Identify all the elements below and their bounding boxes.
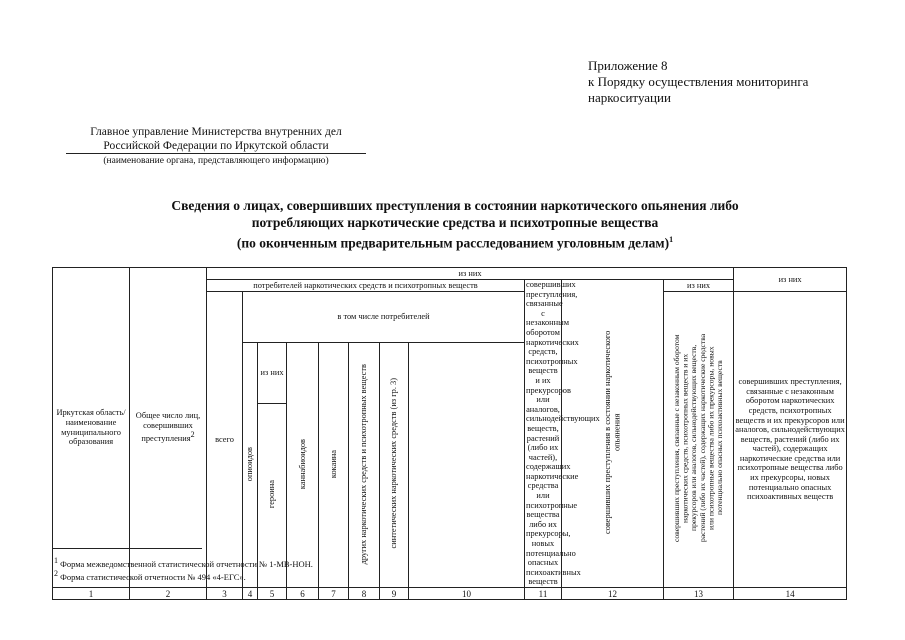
header-of-them-3: из них xyxy=(734,268,847,292)
col-num-3: 3 xyxy=(207,588,243,600)
appendix-line-2: к Порядку осуществления мониторинга xyxy=(588,74,809,89)
col-num-12: 12 xyxy=(562,588,664,600)
header-heroin: героина xyxy=(258,404,287,588)
header-col-12: совершивших преступления, связанные с незаконным оборотом наркотических средств, психотропных веществ и их прекурсоров или аналогов, сильнодействующих веществ, растений (либо их частей), содержащих наркотические средства или психотропные вещества либо их прекурсоры, новых потенциально опасных психоактивных веществ xyxy=(664,292,734,588)
org-line-1: Главное управление Министерства внутренних дел xyxy=(90,126,342,138)
col-num-13: 13 xyxy=(664,588,734,600)
header-consumers: потребителей наркотических средств и психотропных веществ xyxy=(207,280,525,292)
header-total: Общее число лиц, совершивших преступления$^2$ xyxy=(130,268,207,588)
col-num-14: 14 xyxy=(734,588,847,600)
col-num-9: 9 xyxy=(380,588,409,600)
header-synthetic: синтетических наркотических средств (из гр. 3) xyxy=(380,343,409,588)
col-num-2: 2 xyxy=(130,588,207,600)
title-line-3: (по оконченным предварительным расследованием уголовным делам)$^1$ xyxy=(236,235,674,251)
col-num-10: 10 xyxy=(409,588,525,600)
statistics-table xyxy=(52,267,847,600)
footnote-separator xyxy=(52,548,202,549)
col-num-4: 4 xyxy=(243,588,258,600)
col-num-6: 6 xyxy=(287,588,319,600)
header-cannabis: каннабиоидов xyxy=(287,343,319,588)
org-note: (наименование органа, представляющего информацию) xyxy=(103,156,329,166)
header-opioids: опиоидов xyxy=(243,343,258,588)
col-num-1: 1 xyxy=(53,588,130,600)
header-including: в том числе потребителей xyxy=(243,292,525,343)
col-num-11: 11 xyxy=(525,588,562,600)
appendix-header xyxy=(588,58,808,106)
header-col-11: совершивших преступления в состоянии наркотического опьянения xyxy=(562,280,664,588)
title-footnote-ref: 1 xyxy=(669,235,674,244)
document-title xyxy=(60,197,850,252)
appendix-line-1: Приложение 8 xyxy=(588,58,668,73)
footnote-1: $^1$ Форма межведомственной статистической отчетности № 1-МВ-НОН. xyxy=(54,556,313,569)
appendix-line-3: наркоситуации xyxy=(588,90,671,105)
org-line-2: Российской Федерации по Иркутской области xyxy=(103,140,329,152)
header-of-them: из них xyxy=(207,268,734,280)
header-col-10: совершивших преступления, связанные с незаконным оборотом наркотических средств, психотропных веществ и их прекурсоров или аналогов, сильнодействующих веществ, растений (либо их частей), содержащих наркотические средства или психотропные вещества либо их прекурсоры, новых потенциально опасных психоактивных веществ xyxy=(526,280,600,587)
header-region: Иркутская область/ наименование муниципального образования xyxy=(53,268,130,588)
footnote-2: $^2$ Форма статистической отчетности № 494 «4-ЕГС». xyxy=(54,569,246,582)
col-num-7: 7 xyxy=(319,588,349,600)
header-of-them-2: из них xyxy=(664,280,734,292)
title-line-1: Сведения о лицах, совершивших преступления в состоянии наркотического опьянения либо xyxy=(171,198,739,213)
header-col-14: совершивших преступления, связанные с незаконным оборотом наркотических средств, психотропных веществ и их прекурсоров или аналогов, сильнодействующих веществ, растений (либо их частей), содержащих наркотические средства или психотропные вещества либо их прекурсоры, новых потенциально опасных психоактивных веществ xyxy=(734,292,847,588)
col-num-5: 5 xyxy=(258,588,287,600)
header-iz-nih: из них xyxy=(258,343,287,404)
header-all: всего xyxy=(207,292,243,588)
col-num-8: 8 xyxy=(349,588,380,600)
header-other: других наркотических средств и психотропных веществ xyxy=(349,343,380,588)
title-line-2: потребляющих наркотические средства и психотропные вещества xyxy=(251,215,659,230)
organization-block xyxy=(66,125,366,168)
header-cocaine: кокаина xyxy=(319,343,349,588)
